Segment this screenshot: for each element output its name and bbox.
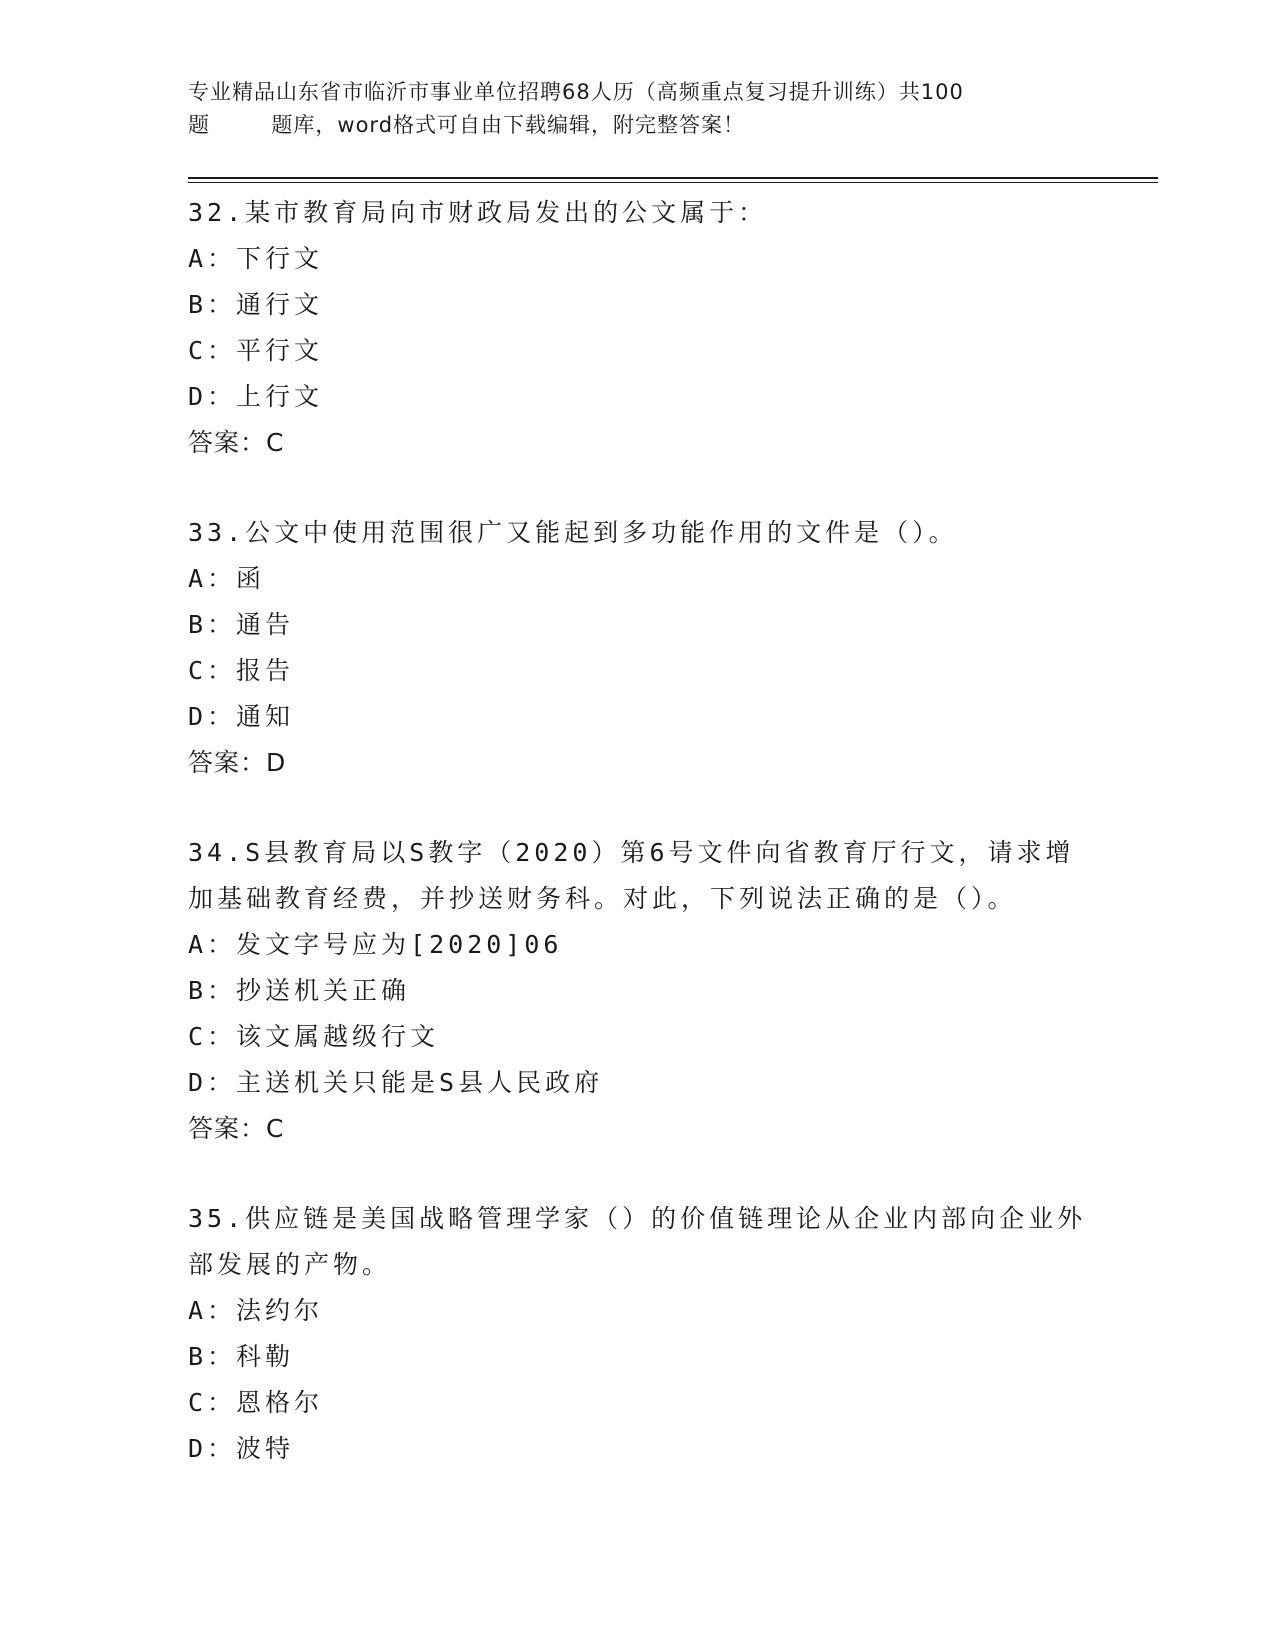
- header-title-line-1: 专业精品山东省市临沂市事业单位招聘68人历（高频重点复习提升训练）共100: [188, 80, 964, 104]
- document-header: [188, 76, 1088, 142]
- question-text: 33.公文中使用范围很广又能起到多功能作用的文件是（）。: [188, 518, 958, 547]
- option-b: B：抄送机关正确: [188, 976, 411, 1005]
- question-text-continued: 加基础教育经费，并抄送财务科。对此，下列说法正确的是（）。: [188, 884, 1017, 913]
- question-text: 32.某市教育局向市财政局发出的公文属于：: [188, 198, 768, 227]
- option-b: B：通行文: [188, 290, 324, 319]
- question-33: [188, 510, 1088, 786]
- question-text-continued: 部发展的产物。: [188, 1250, 392, 1279]
- question-35: [188, 1196, 1088, 1472]
- spacer: [188, 786, 1088, 830]
- question-text: 34.S县教育局以S教字（2020）第6号文件向省教育厅行文，请求增: [188, 838, 1075, 867]
- answer: 答案：C: [188, 428, 285, 457]
- option-d: D：通知: [188, 702, 295, 731]
- option-a: A：法约尔: [188, 1296, 324, 1325]
- option-c: C：恩格尔: [188, 1388, 324, 1417]
- option-d: D：主送机关只能是S县人民政府: [188, 1068, 604, 1097]
- header-divider-thin: [188, 182, 1158, 183]
- option-c: C：报告: [188, 656, 295, 685]
- option-a: A：下行文: [188, 244, 324, 273]
- question-34: [188, 830, 1088, 1152]
- option-a: A：函: [188, 564, 266, 593]
- option-d: D：上行文: [188, 382, 324, 411]
- spacer: [188, 1152, 1088, 1196]
- spacer: [188, 466, 1088, 510]
- option-c: C：该文属越级行文: [188, 1022, 440, 1051]
- option-b: B：科勒: [188, 1342, 295, 1371]
- option-a: A：发文字号应为[2020]06: [188, 930, 563, 959]
- question-list: [188, 190, 1088, 1472]
- answer: 答案：D: [188, 748, 287, 777]
- option-b: B：通告: [188, 610, 295, 639]
- header-title-line-2: 题 题库，word格式可自由下载编辑，附完整答案！: [188, 113, 746, 137]
- option-c: C：平行文: [188, 336, 324, 365]
- header-divider-thick: [188, 177, 1158, 179]
- answer: 答案：C: [188, 1114, 285, 1143]
- option-d: D：波特: [188, 1434, 295, 1463]
- question-text: 35.供应链是美国战略管理学家（）的价值链理论从企业内部向企业外: [188, 1204, 1087, 1233]
- question-32: [188, 190, 1088, 466]
